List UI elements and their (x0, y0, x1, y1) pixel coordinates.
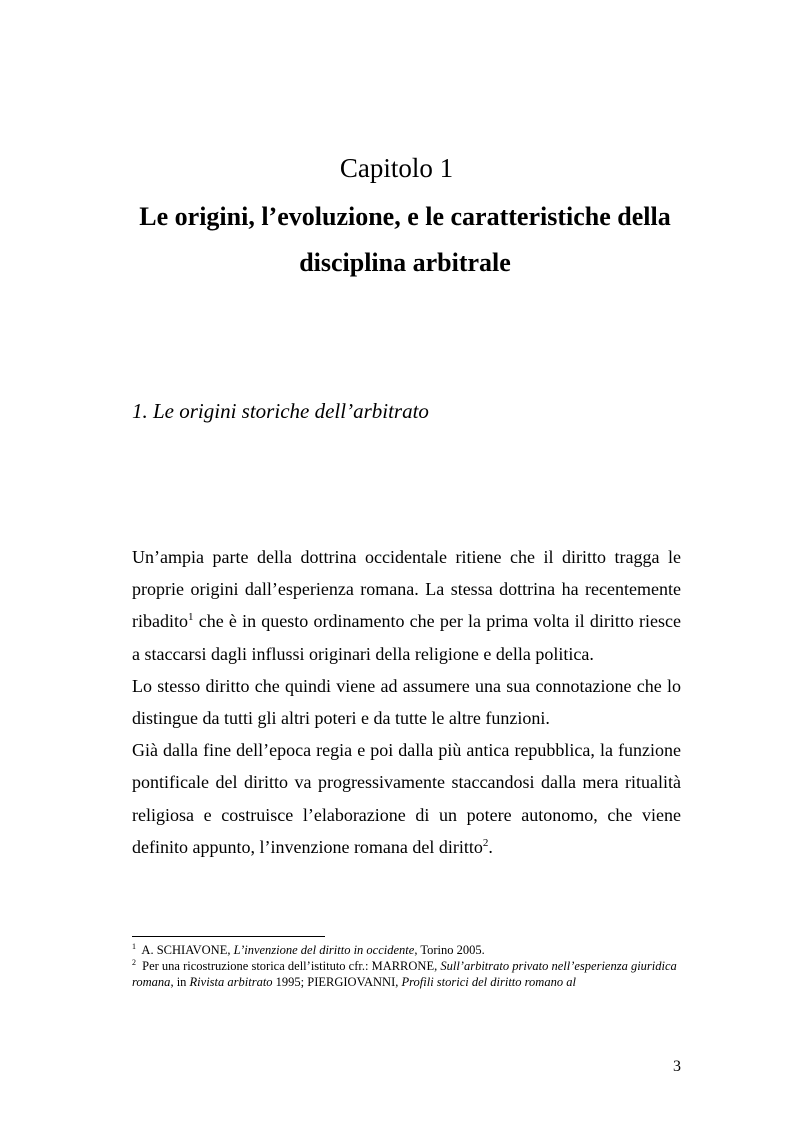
footnote-2-text-a: Per una ricostruzione storica dell’istituto cfr.: MARRONE, (139, 959, 441, 973)
footnote-ref-2[interactable]: 2 (482, 836, 489, 849)
footnote-2-work-a: Sull’arbitrato privato nell’esperienza giuridica romana (132, 959, 677, 989)
paragraph-2: Lo stesso diritto che quindi viene ad assumere una sua connotazione che lo distingue da tutti gli altri poteri e da tutte le altre funzioni. (132, 675, 681, 729)
paragraph-1-text-a: Un’ampia parte della dottrina occidentale ritiene che il diritto tragga le proprie origini dall’esperienza romana. La stessa dottrina ha recentemente ribadito (132, 547, 681, 632)
chapter-title: Le origini, l’evoluzione, e le caratteristiche della disciplina arbitrale (139, 202, 671, 277)
chapter-label: Capitolo 1 (339, 153, 454, 183)
paragraph-3-text-b: . (488, 836, 493, 857)
footnote-2-work-b: Profili storici del diritto romano al (401, 975, 576, 989)
footnote-1-author: A. SCHIAVONE, (139, 943, 234, 957)
footnote-2-text-e: 1995; PIERGIOVANNI, (272, 975, 402, 989)
footnote-separator (132, 936, 325, 937)
footnote-ref-1[interactable]: 1 (188, 611, 194, 624)
footnote-1-number: 1 (132, 942, 136, 951)
footnote-2 (132, 958, 681, 990)
page-number: 3 (673, 1058, 681, 1075)
footnote-1 (132, 942, 681, 958)
footnote-1-work: L’invenzione del diritto in occidente (233, 943, 415, 957)
paragraph-3-text-a: Già dalla fine dell’epoca regia e poi dalla più antica repubblica, la funzione pontificale del diritto va progressivamente staccandosi dalla mera ritualità religiosa e costruisce l’elaborazione di un potere autonomo, che viene definito appunto, l’invenzione romana del diritto (132, 740, 681, 857)
footnote-1-rest: , Torino 2005. (414, 943, 485, 957)
paragraph-1 (132, 541, 681, 670)
footnote-2-journal: Rivista arbitrato (189, 975, 273, 989)
section-heading: 1. Le origini storiche dell’arbitrato (132, 399, 429, 423)
paragraph-1-text-b: che è in questo ordinamento che per la prima volta il diritto riesce a staccarsi dagli influssi originari della religione e della politica. (132, 611, 681, 664)
footnote-2-number: 2 (132, 958, 136, 967)
paragraph-3 (132, 734, 681, 863)
footnotes (132, 942, 681, 990)
body-text (132, 541, 681, 863)
footnote-2-text-c: , in (170, 975, 190, 989)
